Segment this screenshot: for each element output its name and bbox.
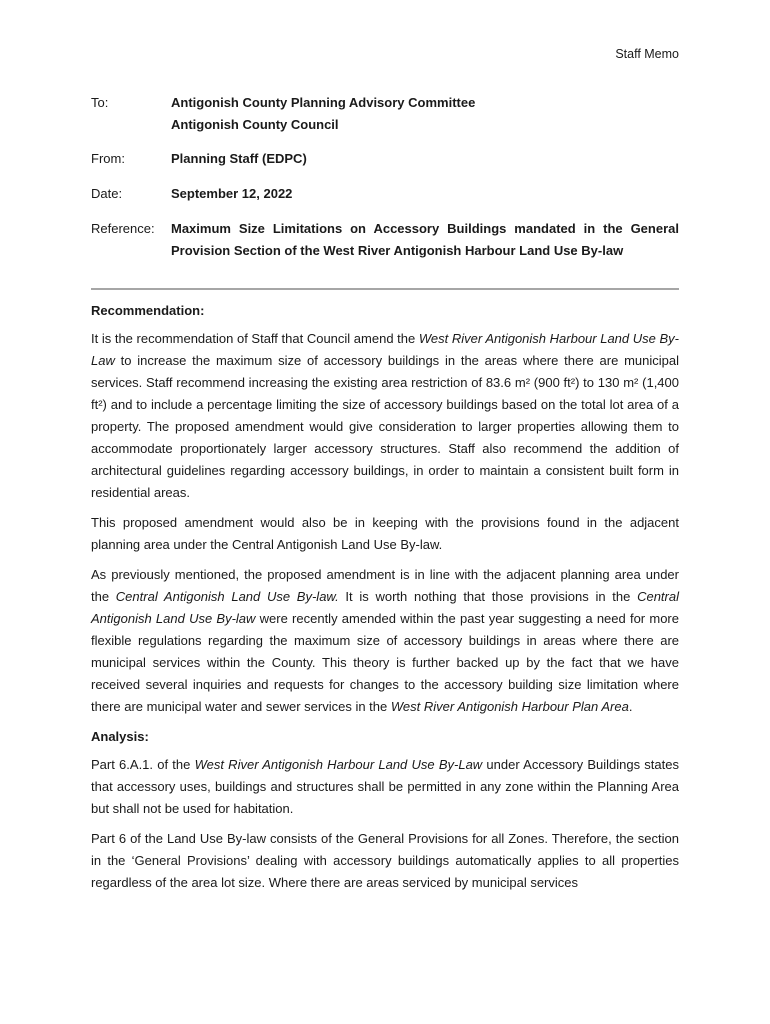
- text-run: .: [628, 699, 633, 714]
- to-label: To:: [91, 95, 109, 110]
- analysis-paragraph-2: Part 6 of the Land Use By-law consists of the General Provisions for all Zones. Therefore, the section in the ‘General Provisions’ dealing with accessory buildings automatically applies to all properties regardless of the area lot size. Where there are areas serviced by municipal services: [91, 831, 679, 890]
- reference-label: Reference:: [91, 221, 155, 236]
- recommendation-heading: Recommendation:: [91, 303, 205, 318]
- reference-value: Maximum Size Limitations on Accessory Buildings mandated in the General Provision Section of the West River Antigonish Harbour Land Use By-law: [171, 221, 679, 258]
- to-recipient-1: Antigonish County Planning Advisory Committee: [171, 95, 476, 110]
- date-label: Date:: [91, 186, 123, 201]
- section-divider: [91, 288, 679, 290]
- analysis-heading: Analysis:: [91, 729, 149, 744]
- bylaw-title: Central Antigonish Land Use By-law: [91, 589, 679, 626]
- text-run: were recently amended within the past year suggesting a need for more flexible regulations regarding the maximum size of accessory buildings in areas where there are municipal services within the County. This theory is further backed up by the fact that we have received several inquiries and requests for changes to the accessory building size limitation where there are municipal water and sewer services in the: [91, 611, 679, 714]
- from-label: From:: [91, 151, 125, 166]
- from-value: Planning Staff (EDPC): [171, 151, 307, 166]
- text-run: under Accessory Buildings states that accessory uses, buildings and structures shall be permitted in any zone within the Planning Area but shall not be used for habitation.: [91, 757, 679, 816]
- date-value: September 12, 2022: [171, 186, 293, 201]
- memo-body: [91, 300, 679, 902]
- text-run: Part 6.A.1. of the: [91, 757, 195, 772]
- bylaw-title: West River Antigonish Harbour Land Use By-Law: [194, 757, 483, 772]
- plan-area-title: West River Antigonish Harbour Plan Area: [390, 699, 629, 714]
- text-run: It is worth nothing that those provisions in the: [338, 589, 638, 604]
- recommendation-paragraph-3: [91, 564, 679, 718]
- bylaw-title: West River Antigonish Harbour Land Use By-Law: [91, 331, 679, 368]
- to-value: [171, 92, 679, 136]
- bylaw-title: Central Antigonish Land Use By-law.: [115, 589, 339, 604]
- analysis-paragraph-1: [91, 754, 679, 820]
- text-run: to increase the maximum size of accessory buildings in the areas where there are municipal services. Staff recommend increasing the existing area restriction of 83.6 m² (900 ft²) to 130 m² (1,400 ft²) and to include a percentage limiting the size of accessory buildings based on the total lot area of a property. The proposed amendment would give consideration to larger properties allowing them to accommodate proportionately larger accessory structures. Staff also recommend the addition of architectural guidelines regarding accessory buildings, in order to maintain a consistent built form in residential areas.: [91, 353, 679, 500]
- recommendation-paragraph-1: [91, 328, 679, 504]
- text-run: It is the recommendation of Staff that Council amend the: [91, 331, 419, 346]
- text-run: As previously mentioned, the proposed amendment is in line with the adjacent planning area under the: [91, 567, 679, 604]
- recommendation-paragraph-2: This proposed amendment would also be in keeping with the provisions found in the adjacent planning area under the Central Antigonish Land Use By-law.: [91, 515, 679, 552]
- staff-memo-header: Staff Memo: [615, 47, 679, 61]
- to-recipient-2: Antigonish County Council: [171, 117, 339, 132]
